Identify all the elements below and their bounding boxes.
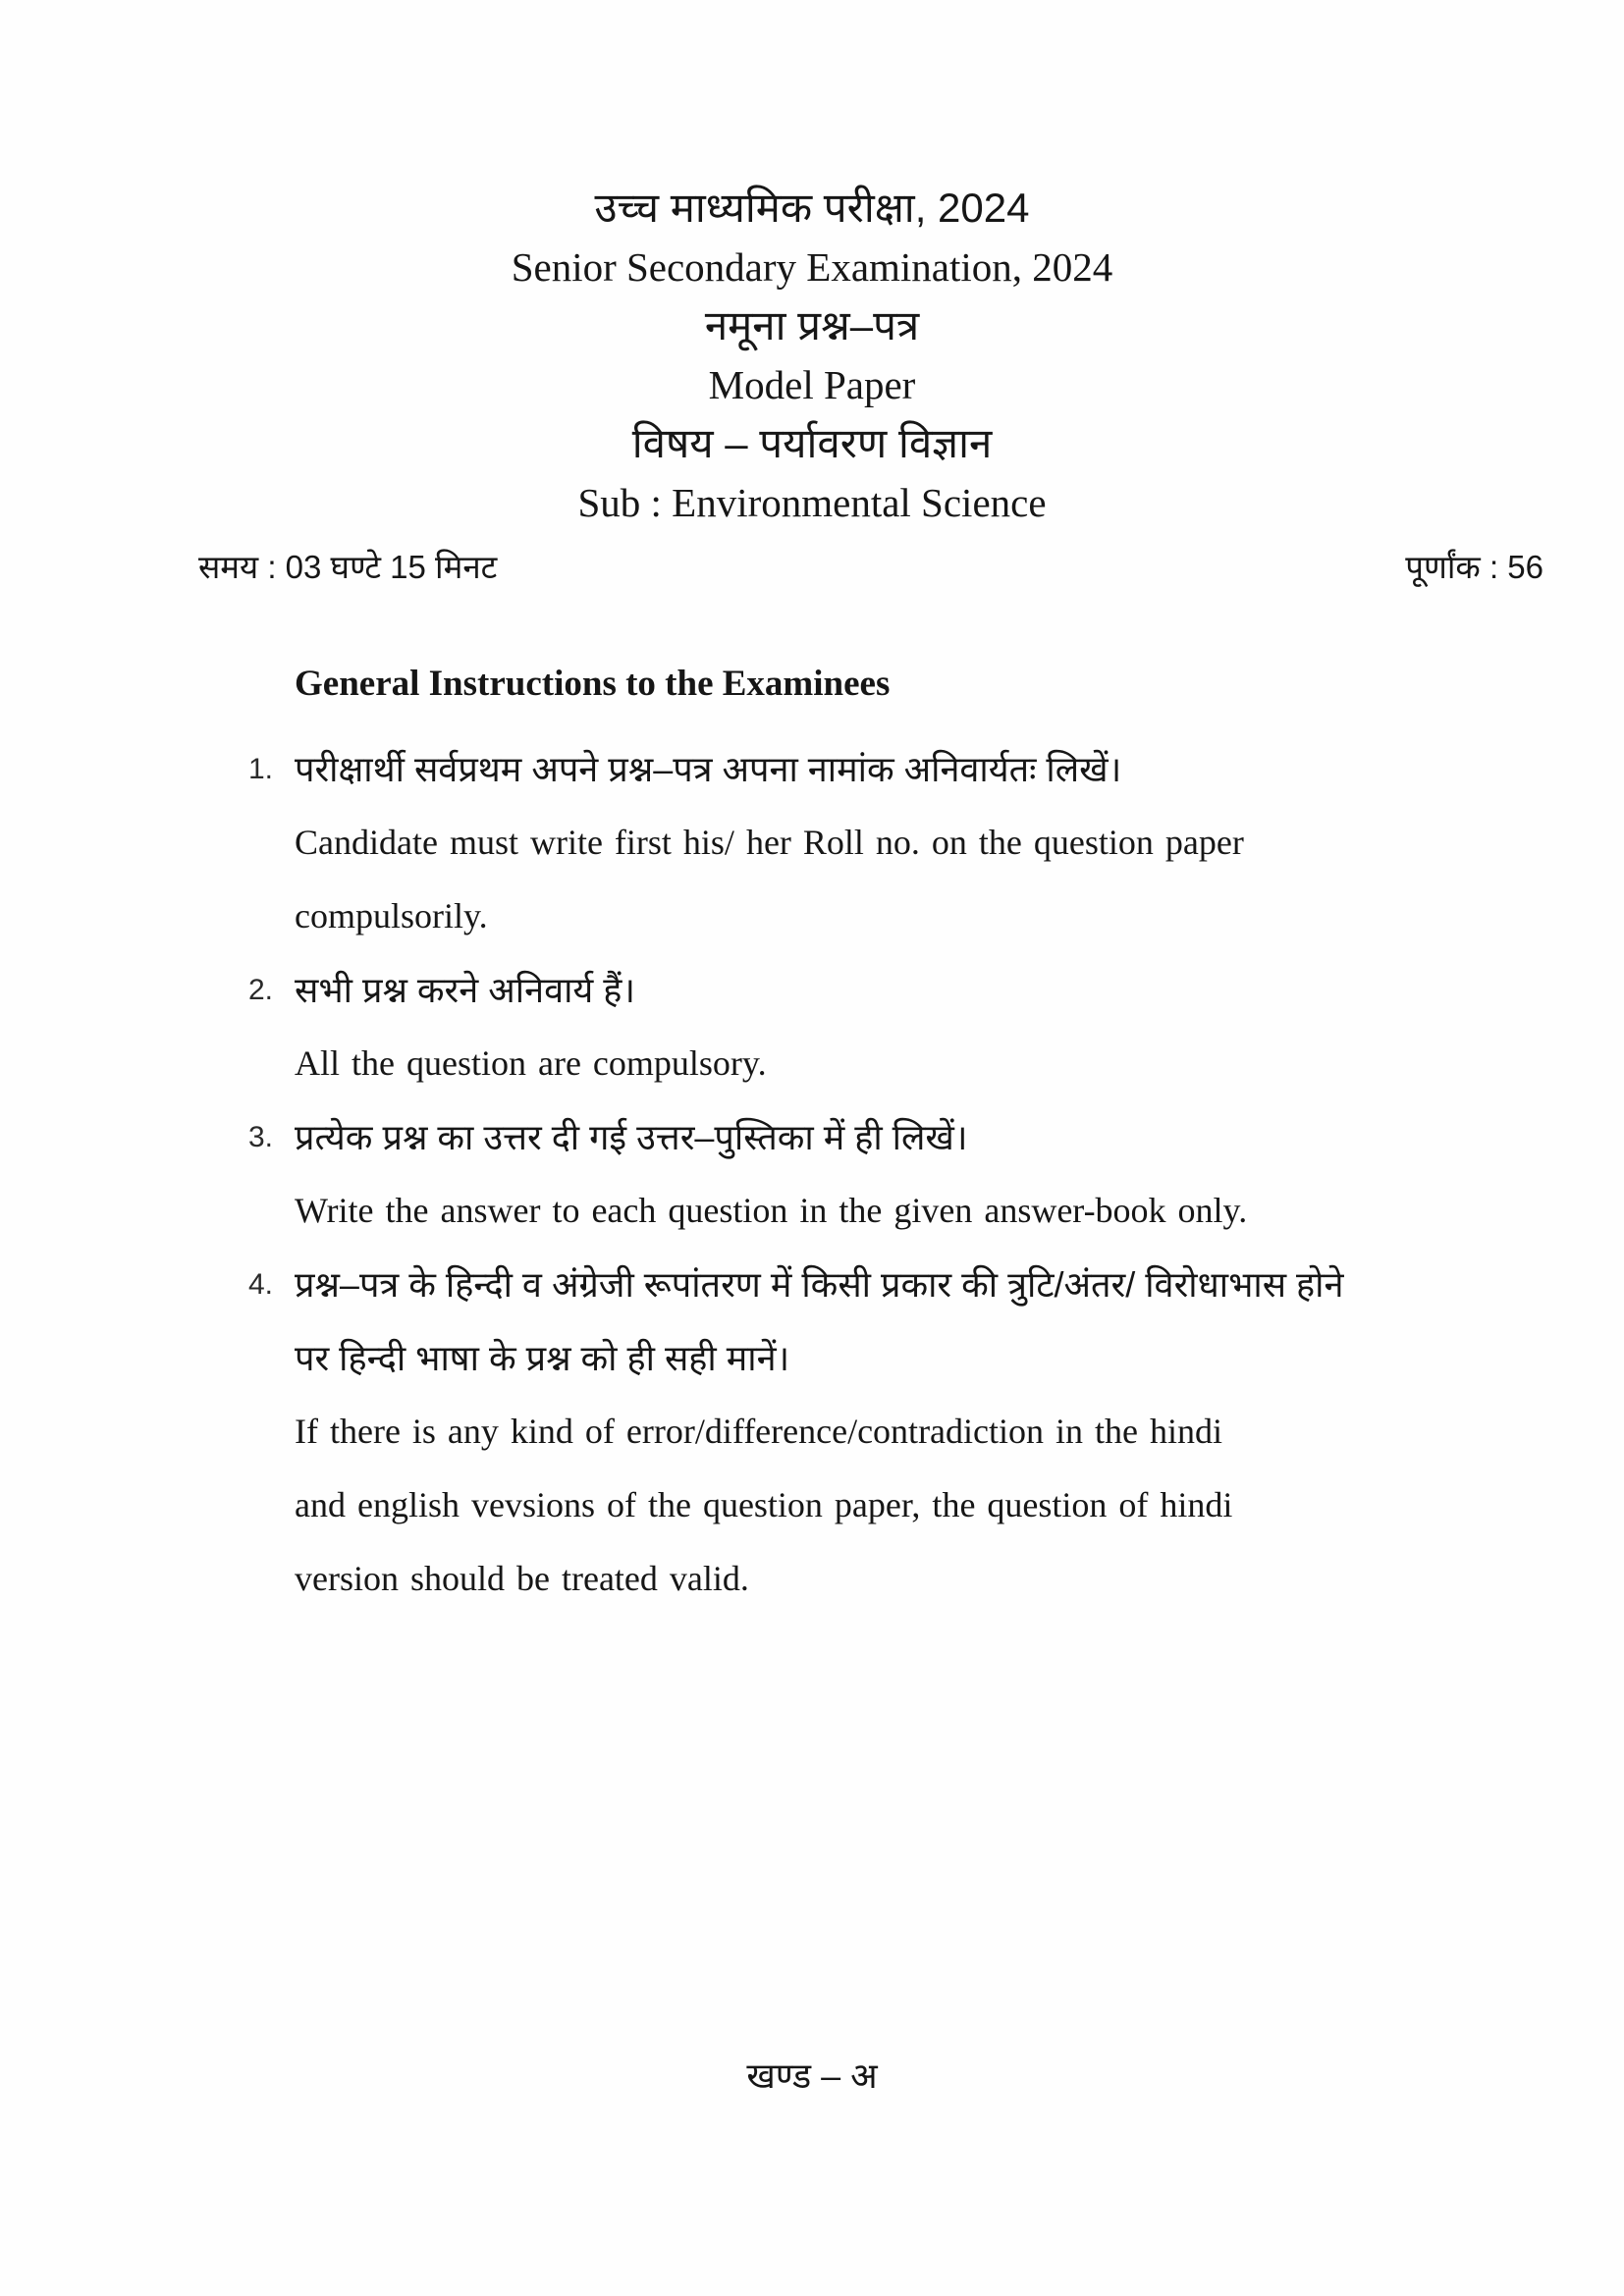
section-a-label: खण्ड – अ bbox=[746, 2056, 878, 2096]
instruction-text-english: and english vevsions of the question paper, the question of hindi bbox=[295, 1485, 1233, 1524]
instruction-item-4 bbox=[248, 1248, 1565, 1616]
instruction-number: 1. bbox=[248, 753, 274, 785]
instruction-text-english: version should be treated valid. bbox=[295, 1559, 749, 1598]
instruction-text-hindi: सभी प्रश्न करने अनिवार्य हैं। bbox=[295, 970, 636, 1010]
document-header bbox=[0, 0, 1624, 532]
instruction-item-3 bbox=[248, 1100, 1565, 1248]
exam-title-english: Senior Secondary Examination, 2024 bbox=[511, 244, 1113, 290]
subject-hindi: विषय – पर्यावरण विज्ञान bbox=[631, 420, 993, 466]
time-marks-row bbox=[0, 532, 1624, 589]
instruction-item-2 bbox=[248, 953, 1565, 1100]
instruction-text-hindi: परीक्षार्थी सर्वप्रथम अपने प्रश्न–पत्र अपना नामांक अनिवार्यतः लिखें। bbox=[295, 749, 1122, 789]
exam-title-hindi: उच्च माध्यमिक परीक्षा, 2024 bbox=[594, 185, 1030, 231]
paper-type-english: Model Paper bbox=[708, 362, 916, 407]
instruction-number: 3. bbox=[248, 1121, 274, 1153]
instruction-text-english: All the question are compulsory. bbox=[295, 1043, 767, 1083]
instructions-heading: General Instructions to the Examinees bbox=[295, 664, 891, 704]
instruction-text-hindi: प्रश्न–पत्र के हिन्दी व अंग्रेजी रूपांतरण में किसी प्रकार की त्रुटि/अंतर/ विरोधाभास होने bbox=[295, 1264, 1344, 1305]
instruction-text-english: If there is any kind of error/difference/contradiction in the hindi bbox=[295, 1412, 1222, 1451]
paper-type-hindi: नमूना प्रश्न–पत्र bbox=[704, 302, 920, 348]
subject-english: Sub : Environmental Science bbox=[577, 480, 1047, 525]
max-marks-label: पूर्णांक : 56 bbox=[1405, 549, 1543, 585]
general-instructions bbox=[0, 650, 1624, 1616]
instruction-number: 4. bbox=[248, 1268, 274, 1301]
time-allowed-label: समय : 03 घण्टे 15 मिनट bbox=[198, 549, 498, 585]
instruction-text-english: compulsorily. bbox=[295, 896, 488, 935]
instruction-item-1 bbox=[248, 732, 1565, 953]
instruction-text-hindi: प्रत्येक प्रश्न का उत्तर दी गई उत्तर–पुस्तिका में ही लिखें। bbox=[295, 1117, 968, 1157]
instruction-text-hindi: पर हिन्दी भाषा के प्रश्न को ही सही मानें। bbox=[295, 1338, 790, 1378]
instruction-number: 2. bbox=[248, 974, 274, 1006]
instruction-text-english: Candidate must write first his/ her Roll no. on the question paper bbox=[295, 823, 1244, 862]
instruction-text-english: Write the answer to each question in the given answer-book only. bbox=[295, 1191, 1248, 1230]
